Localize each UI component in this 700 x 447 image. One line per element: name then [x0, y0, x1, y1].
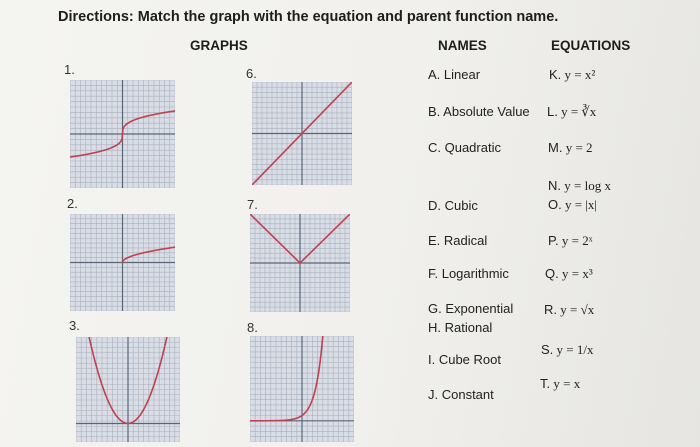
equation-t — [540, 376, 580, 392]
name-linear: A. Linear — [428, 67, 481, 82]
equation-s-label: S. — [541, 342, 554, 357]
graph-1 — [70, 80, 175, 188]
equation-q-expr: y = x³ — [561, 266, 593, 281]
directions-text: Match the graph with the equation and parent function name. — [137, 9, 559, 25]
equation-k-expr: y = x² — [564, 67, 596, 82]
equation-t-expr: y = x — [553, 376, 581, 391]
name-constant: J. Constant — [428, 387, 494, 402]
name-exponential: G. Exponential — [428, 301, 514, 316]
graph-3 — [76, 337, 180, 442]
equation-l-expr: y = ∛x — [561, 104, 597, 119]
name-absolute-value: B. Absolute Value — [428, 104, 530, 119]
equation-o — [548, 197, 597, 213]
equation-l — [547, 104, 596, 120]
graph-number-3: 3. — [69, 318, 80, 333]
equation-r-expr: y = √x — [560, 302, 595, 317]
equation-q — [545, 266, 593, 282]
equation-r — [544, 302, 594, 318]
directions-label: Directions: — [58, 9, 134, 25]
equation-n — [548, 178, 611, 194]
equation-n-label: N. — [548, 178, 561, 193]
equation-k-label: K. — [549, 67, 562, 82]
graph-number-7: 7. — [247, 197, 258, 212]
graph-number-2: 2. — [67, 196, 78, 211]
graph-8 — [250, 336, 354, 442]
name-quadratic: C. Quadratic — [428, 140, 501, 155]
name-cube-root: I. Cube Root — [428, 352, 501, 367]
equation-p-expr: y = 2ˣ — [561, 233, 593, 248]
graph-7 — [250, 214, 350, 312]
graph-2 — [70, 214, 175, 311]
equation-m — [548, 140, 593, 156]
equation-p-label: P. — [548, 233, 559, 248]
equation-t-label: T. — [540, 376, 551, 391]
equation-m-label: M. — [548, 140, 563, 155]
equation-q-label: Q. — [545, 266, 559, 281]
equation-r-label: R. — [544, 302, 557, 317]
equation-o-label: O. — [548, 197, 562, 212]
equation-m-expr: y = 2 — [565, 140, 593, 155]
equation-o-expr: y = |x| — [564, 197, 598, 212]
graph-number-8: 8. — [247, 320, 258, 335]
name-logarithmic: F. Logarithmic — [428, 266, 509, 281]
equation-l-label: L. — [547, 104, 558, 119]
equations-header: EQUATIONS — [551, 38, 631, 53]
directions — [58, 9, 558, 25]
equation-p — [548, 233, 592, 249]
name-radical: E. Radical — [428, 233, 488, 248]
equation-s — [541, 342, 594, 358]
graph-number-6: 6. — [246, 66, 257, 81]
graph-6 — [252, 82, 352, 185]
equation-n-expr: y = log x — [564, 178, 611, 193]
equation-k — [549, 67, 595, 83]
name-cubic: D. Cubic — [428, 198, 478, 213]
names-header: NAMES — [438, 38, 487, 53]
graphs-header: GRAPHS — [190, 38, 248, 53]
graph-number-1: 1. — [64, 62, 75, 77]
equation-s-expr: y = 1/x — [556, 342, 594, 357]
name-rational: H. Rational — [428, 320, 493, 335]
